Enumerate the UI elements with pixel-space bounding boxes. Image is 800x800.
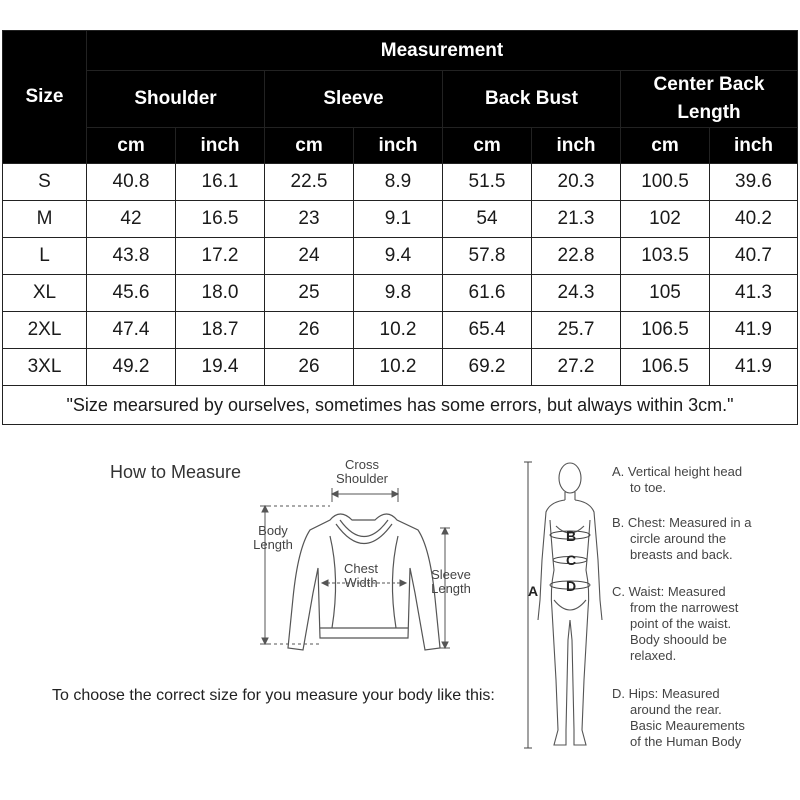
value-cell: 10.2: [354, 312, 443, 349]
table-body: [3, 164, 798, 386]
group-header-shoulder: Shoulder: [87, 71, 265, 128]
label-chest-width: Chest Width: [344, 561, 378, 590]
legend-d: D. Hips: Measured around the rear. Basic Meaurements of the Human Body: [612, 686, 745, 749]
size-column-header: Size: [3, 31, 87, 164]
size-cell: L: [3, 238, 87, 275]
value-cell: 54: [443, 201, 532, 238]
table-row: [3, 349, 798, 386]
body-letter-c: C: [566, 552, 577, 568]
unit-header: inch: [176, 128, 265, 164]
unit-header: cm: [621, 128, 710, 164]
label-sleeve-length: Sleeve Length: [431, 567, 471, 596]
value-cell: 41.9: [710, 349, 798, 386]
value-cell: 69.2: [443, 349, 532, 386]
value-cell: 10.2: [354, 349, 443, 386]
legend-c: C. Waist: Measured from the narrowest point of the waist. Body shoould be relaxed.: [612, 584, 739, 663]
table-row: [3, 201, 798, 238]
value-cell: 18.0: [176, 275, 265, 312]
value-cell: 17.2: [176, 238, 265, 275]
value-cell: 103.5: [621, 238, 710, 275]
value-cell: 51.5: [443, 164, 532, 201]
measure-guide: [0, 440, 800, 800]
value-cell: 9.4: [354, 238, 443, 275]
unit-header: inch: [354, 128, 443, 164]
value-cell: 105: [621, 275, 710, 312]
value-cell: 49.2: [87, 349, 176, 386]
value-cell: 23: [265, 201, 354, 238]
value-cell: 106.5: [621, 349, 710, 386]
unit-header: cm: [87, 128, 176, 164]
body-letter-b: B: [566, 528, 577, 544]
value-cell: 40.2: [710, 201, 798, 238]
value-cell: 42: [87, 201, 176, 238]
value-cell: 40.8: [87, 164, 176, 201]
value-cell: 102: [621, 201, 710, 238]
label-cross-shoulder: Cross Shoulder: [335, 457, 389, 486]
value-cell: 41.9: [710, 312, 798, 349]
human-body-figure: [520, 460, 620, 760]
value-cell: 45.6: [87, 275, 176, 312]
value-cell: 27.2: [532, 349, 621, 386]
value-cell: 40.7: [710, 238, 798, 275]
measure-instruction: To choose the correct size for you measure your body like this:: [52, 687, 495, 704]
group-header-back-bust: Back Bust: [443, 71, 621, 128]
table-row: [3, 312, 798, 349]
body-letter-d: D: [566, 578, 577, 594]
group-header-sleeve: Sleeve: [265, 71, 443, 128]
value-cell: 26: [265, 349, 354, 386]
value-cell: 16.1: [176, 164, 265, 201]
value-cell: 106.5: [621, 312, 710, 349]
value-cell: 18.7: [176, 312, 265, 349]
size-cell: S: [3, 164, 87, 201]
value-cell: 20.3: [532, 164, 621, 201]
value-cell: 61.6: [443, 275, 532, 312]
unit-header: cm: [265, 128, 354, 164]
value-cell: 16.5: [176, 201, 265, 238]
unit-header: inch: [710, 128, 798, 164]
value-cell: 65.4: [443, 312, 532, 349]
value-cell: 24: [265, 238, 354, 275]
value-cell: 57.8: [443, 238, 532, 275]
value-cell: 24.3: [532, 275, 621, 312]
size-cell: 2XL: [3, 312, 87, 349]
table-row: [3, 238, 798, 275]
value-cell: 19.4: [176, 349, 265, 386]
value-cell: 41.3: [710, 275, 798, 312]
size-cell: XL: [3, 275, 87, 312]
label-body-length: Body Length: [253, 523, 293, 552]
table-row: [3, 275, 798, 312]
value-cell: 22.5: [265, 164, 354, 201]
value-cell: 25.7: [532, 312, 621, 349]
unit-header: inch: [532, 128, 621, 164]
body-letter-a: A: [528, 583, 539, 599]
measurement-header: Measurement: [87, 31, 798, 71]
guide-title: How to Measure: [110, 462, 242, 482]
value-cell: 47.4: [87, 312, 176, 349]
size-chart-table: [2, 30, 798, 425]
size-note: "Size mearsured by ourselves, sometimes has some errors, but always within 3cm.": [3, 386, 798, 425]
value-cell: 25: [265, 275, 354, 312]
value-cell: 9.8: [354, 275, 443, 312]
size-cell: M: [3, 201, 87, 238]
value-cell: 26: [265, 312, 354, 349]
value-cell: 100.5: [621, 164, 710, 201]
value-cell: 43.8: [87, 238, 176, 275]
table-row: [3, 164, 798, 201]
group-header-center-back-length: Center Back Length: [621, 71, 798, 128]
value-cell: 8.9: [354, 164, 443, 201]
value-cell: 21.3: [532, 201, 621, 238]
value-cell: 39.6: [710, 164, 798, 201]
legend-b: B. Chest: Measured in a circle around the breasts and back.: [612, 515, 752, 562]
value-cell: 9.1: [354, 201, 443, 238]
legend-a: A. Vertical height head to toe.: [612, 464, 743, 495]
value-cell: 22.8: [532, 238, 621, 275]
size-cell: 3XL: [3, 349, 87, 386]
unit-header: cm: [443, 128, 532, 164]
